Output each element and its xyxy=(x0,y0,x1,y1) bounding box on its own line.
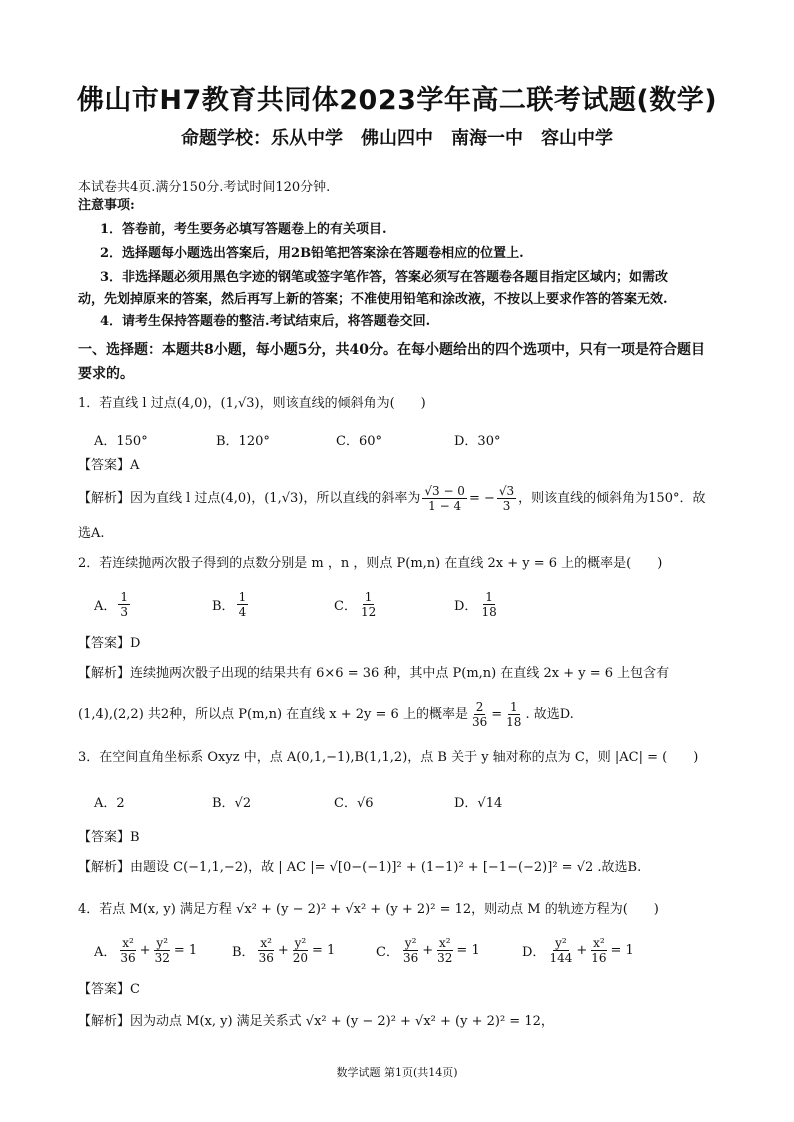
q2-option-a xyxy=(94,590,132,619)
q1-answer: 【答案】A xyxy=(78,458,140,473)
notice-item: 3．非选择题必须用黑色字迹的钢笔或签字笔作答，答案必须写在答题卷各题目指定区域内；如需改 xyxy=(100,270,669,285)
fraction-denominator: 16 xyxy=(591,951,607,965)
fraction-denominator: 18 xyxy=(481,605,497,619)
q1-analysis-end: 选A. xyxy=(78,526,105,541)
equals-sign: = − xyxy=(468,490,495,506)
fraction-denominator: 3 xyxy=(502,499,511,513)
option-label: B． xyxy=(232,945,255,960)
q2-analysis-line1: 【解析】连续抛两次骰子出现的结果共有 6×6 = 36 种，其中点 P(m,n) 在直线 2x + y = 6 上包含有 xyxy=(78,666,670,681)
fraction-denominator: 12 xyxy=(360,605,377,619)
q1-option-a: A．150° xyxy=(94,434,148,449)
plus-sign: + xyxy=(422,943,434,958)
q1-slope-fraction xyxy=(422,484,467,513)
equals-one: = 1 xyxy=(173,943,198,958)
q4-option-b xyxy=(232,936,335,965)
fraction-numerator: 1 xyxy=(238,590,247,604)
fraction-denominator: 18 xyxy=(506,715,522,729)
q3-answer: 【答案】B xyxy=(78,830,140,845)
plus-sign: + xyxy=(576,943,588,958)
fraction-numerator: 2 xyxy=(475,700,484,714)
q2-option-c xyxy=(334,590,380,619)
question-4-stem: 4．若点 M(x, y) 满足方程 √x² + (y − 2)² + √x² + (y + 2)² = 12，则动点 M 的轨迹方程为( ) xyxy=(78,902,659,917)
equals-one: = 1 xyxy=(456,943,480,958)
q2-analysis-text: (1,4),(2,2) 共2种，所以点 P(m,n) 在直线 x + 2y = 6 上的概率是 xyxy=(78,706,468,722)
fraction-numerator: y² xyxy=(294,936,307,950)
fraction-denominator: 36 xyxy=(471,715,488,729)
q3-analysis: 【解析】由题设 C(−1,1,−2)，故 | AC |= √[0−(−1)]² + (1−1)² + [−1−(−2)]² = √2 .故选B. xyxy=(78,860,642,875)
section-heading: 一、选择题：本题共8小题，每小题5分，共40分。在每小题给出的四个选项中，只有一项是符合题目 xyxy=(78,342,705,358)
equals-one: = 1 xyxy=(610,943,634,958)
notice-item: 1．答卷前，考生要务必填写答题卷上的有关项目. xyxy=(100,222,387,237)
q1-option-c: C．60° xyxy=(336,434,382,449)
q2-analysis-line2 xyxy=(78,700,574,729)
option-label: C． xyxy=(334,599,357,614)
option-label: D． xyxy=(522,945,546,960)
fraction-denominator: 3 xyxy=(120,605,129,619)
fraction-numerator: √3 xyxy=(498,484,515,498)
fraction-numerator: y² xyxy=(404,936,417,950)
fraction-numerator: 1 xyxy=(364,590,373,604)
q2-option-b xyxy=(212,590,250,619)
option-label: D． xyxy=(454,599,478,614)
q4-option-a xyxy=(94,936,197,965)
q4-answer: 【答案】C xyxy=(78,982,140,997)
fraction-denominator: 1 − 4 xyxy=(428,499,462,513)
question-1-stem: 1．若直线 l 过点(4,0)，(1,√3)，则该直线的倾斜角为( ) xyxy=(78,396,426,411)
question-3-stem: 3．在空间直角坐标系 Oxyz 中，点 A(0,1,−1),B(1,1,2)，点 B 关于 y 轴对称的点为 C，则 |AC| = ( ) xyxy=(78,750,699,765)
fraction-numerator: 1 xyxy=(485,590,493,604)
notice-heading: 注意事项: xyxy=(78,198,135,213)
fraction-numerator: x² xyxy=(593,936,605,950)
notice-item: 2．选择题每小题选出答案后，用2B铅笔把答案涂在答题卷相应的位置上. xyxy=(100,246,524,261)
fraction-denominator: 144 xyxy=(549,951,573,965)
fraction-numerator: y² xyxy=(555,936,567,950)
exam-intro: 本试卷共4页.满分150分.考试时间120分钟. xyxy=(78,180,331,195)
notice-item: 动，先划掉原来的答案，然后再写上新的答案；不准使用铅笔和涂改液，不按以上要求作答的答案无效. xyxy=(78,292,668,307)
option-label: A． xyxy=(94,945,117,960)
fraction-denominator: 36 xyxy=(120,951,136,965)
q3-option-c: C．√6 xyxy=(334,796,374,811)
fraction-denominator: 36 xyxy=(402,951,419,965)
q4-option-c xyxy=(376,936,480,965)
question-2-stem: 2．若连续抛两次骰子得到的点数分别是 m ，n ，则点 P(m,n) 在直线 2x + y = 6 上的概率是( ) xyxy=(78,556,663,571)
fraction-numerator: √3 − 0 xyxy=(424,484,465,498)
q1-option-b: B．120° xyxy=(216,434,270,449)
page-footer: 数学试题 第1页(共14页) xyxy=(336,1066,458,1079)
fraction-denominator: 20 xyxy=(292,951,309,965)
plus-sign: + xyxy=(277,943,289,958)
q2-option-d xyxy=(454,590,501,619)
plus-sign: + xyxy=(139,943,151,958)
fraction-numerator: x² xyxy=(438,936,451,950)
notice-item: 4．请考生保持答题卷的整洁.考试结束后，将答题卷交回. xyxy=(100,314,431,329)
option-label: A． xyxy=(94,599,117,614)
fraction-denominator: 32 xyxy=(437,951,453,965)
equals-sign: = xyxy=(491,706,503,722)
q1-analysis-text: ，则该直线的倾斜角为150°．故 xyxy=(518,490,706,506)
q1-analysis-text: 【解析】因为直线 l 过点(4,0)，(1,√3)，所以直线的斜率为 xyxy=(78,490,421,506)
q3-option-d: D．√14 xyxy=(454,796,503,811)
fraction-numerator: x² xyxy=(260,936,272,950)
option-label: B． xyxy=(212,599,235,614)
fraction-denominator: 4 xyxy=(238,605,247,619)
q1-option-d: D．30° xyxy=(454,434,501,449)
q4-option-d xyxy=(522,936,634,965)
q2-analysis-text: . 故选D. xyxy=(525,706,574,722)
q4-analysis: 【解析】因为动点 M(x, y) 满足关系式 √x² + (y − 2)² + √x² + (y + 2)² = 12， xyxy=(78,1014,554,1029)
page-title: 佛山市H7教育共同体2023学年高二联考试题(数学) xyxy=(76,85,718,116)
fraction-denominator: 36 xyxy=(258,951,274,965)
q3-option-b: B．√2 xyxy=(212,796,252,811)
q1-result-fraction xyxy=(497,484,516,513)
fraction-numerator: y² xyxy=(156,936,169,950)
q3-option-a: A．2 xyxy=(94,796,125,811)
equals-one: = 1 xyxy=(312,943,336,958)
fraction-numerator: x² xyxy=(122,936,134,950)
fraction-numerator: 1 xyxy=(120,590,129,604)
fraction-denominator: 32 xyxy=(154,951,170,965)
fraction-numerator: 1 xyxy=(509,700,518,714)
page-subtitle: 命题学校：乐从中学 佛山四中 南海一中 容山中学 xyxy=(181,128,613,149)
q1-analysis xyxy=(78,484,705,513)
option-label: C． xyxy=(376,945,399,960)
q2-answer: 【答案】D xyxy=(78,636,141,651)
section-heading-cont: 要求的。 xyxy=(78,366,134,382)
